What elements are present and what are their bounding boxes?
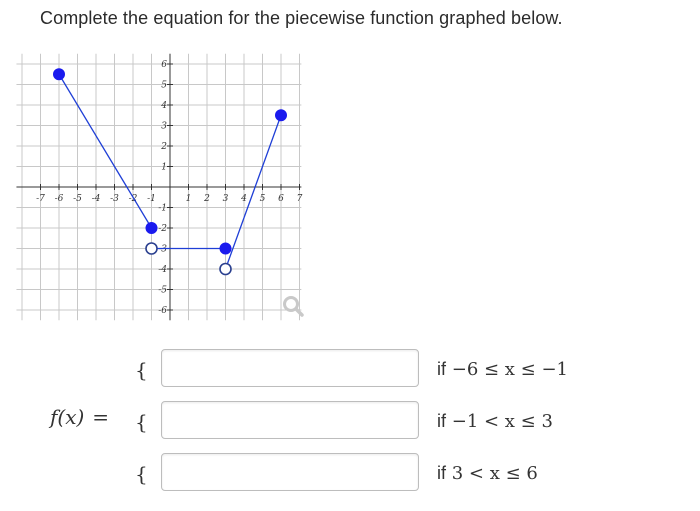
y-tick-label: -5 xyxy=(158,285,167,296)
y-tick-label: -3 xyxy=(158,244,167,255)
open-point xyxy=(220,264,231,275)
y-tick-label: -1 xyxy=(158,203,167,214)
x-tick-label: 5 xyxy=(259,194,266,204)
x-tick-label: 1 xyxy=(185,194,192,204)
closed-point xyxy=(220,243,231,254)
y-tick-label: 1 xyxy=(161,162,167,173)
y-tick-label: 3 xyxy=(161,121,167,132)
y-tick-label: 4 xyxy=(161,101,167,111)
y-tick-label: 5 xyxy=(161,80,167,91)
closed-point xyxy=(276,110,287,121)
x-tick-label: -5 xyxy=(73,194,82,204)
closed-point xyxy=(146,223,157,234)
piece-1-inequality: −6 ≤ x ≤ −1 xyxy=(451,359,569,380)
x-tick-label: 4 xyxy=(241,194,247,204)
function-name xyxy=(50,405,109,429)
brace-2: { xyxy=(135,410,148,434)
x-tick-label: 3 xyxy=(222,194,229,204)
piece-2-if: if xyxy=(437,411,446,431)
x-tick-label: -1 xyxy=(147,194,156,204)
function-label: f(x) xyxy=(50,405,85,429)
question-prompt: Complete the equation for the piecewise function graphed below. xyxy=(40,8,563,28)
segment-1-line xyxy=(59,74,152,228)
y-tick-label: 6 xyxy=(161,60,167,70)
y-tick-label: 2 xyxy=(161,142,167,152)
piece-3-inequality: 3 < x ≤ 6 xyxy=(451,463,538,484)
piece-2-inequality: −1 < x ≤ 3 xyxy=(451,411,553,432)
piece-3-condition xyxy=(437,463,538,484)
y-tick-label: -2 xyxy=(158,224,167,234)
brace-1: { xyxy=(135,358,148,382)
x-tick-label: 7 xyxy=(296,194,303,204)
x-tick-label: 2 xyxy=(204,194,210,204)
x-tick-label: -7 xyxy=(36,194,45,204)
piece-3-answer-input[interactable] xyxy=(161,453,419,491)
piece-1-condition xyxy=(437,359,568,380)
x-tick-label: -3 xyxy=(110,194,119,204)
x-tick-label: 6 xyxy=(278,194,284,204)
piece-1-answer-input[interactable] xyxy=(161,349,419,387)
x-tick-label: -6 xyxy=(54,194,64,204)
y-tick-label: -4 xyxy=(158,265,167,275)
closed-point xyxy=(54,69,65,80)
segment-3-line xyxy=(226,115,282,269)
y-tick-label: -6 xyxy=(158,306,167,316)
brace-3: { xyxy=(135,462,148,486)
piece-2-condition xyxy=(437,411,553,432)
piece-2-answer-input[interactable] xyxy=(161,401,419,439)
piece-3-if: if xyxy=(437,463,446,483)
x-tick-label: -2 xyxy=(128,194,138,204)
x-tick-label: -4 xyxy=(91,194,101,204)
piece-1-if: if xyxy=(437,359,446,379)
equals-sign: = xyxy=(92,405,110,429)
open-point xyxy=(146,243,157,254)
